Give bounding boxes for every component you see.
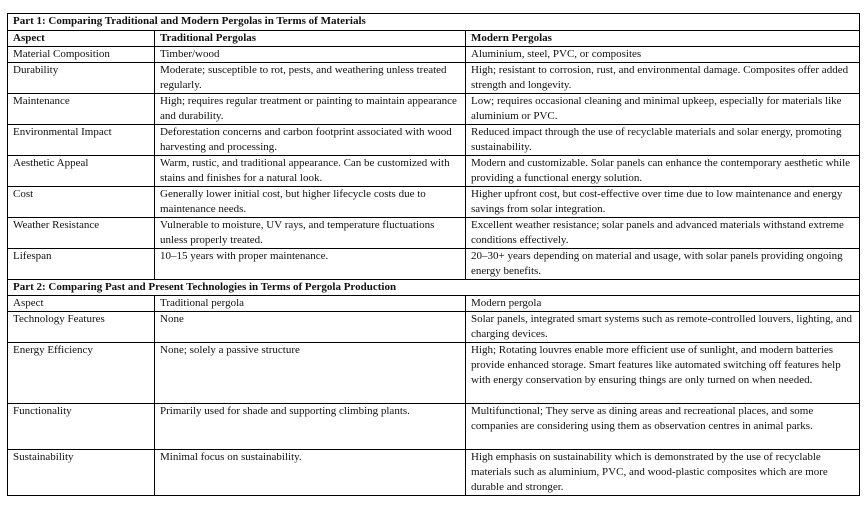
table-row [8,450,860,496]
comparison-document [7,13,859,496]
traditional-cell: Timber/wood [155,47,466,63]
aspect-cell: Cost [8,187,155,218]
modern-cell: Multifunctional; They serve as dining areas and recreational places, and some companies are considering using them as observation centres in animal parks. [466,404,860,450]
aspect-cell: Maintenance [8,94,155,125]
part1-title: Part 1: Comparing Traditional and Modern Pergolas in Terms of Materials [8,14,860,31]
part2-header-row [8,296,860,312]
aspect-cell: Aesthetic Appeal [8,156,155,187]
table-row [8,125,860,156]
part2-title-row [8,280,860,296]
aspect-cell: Energy Efficiency [8,343,155,404]
part1-header-aspect: Aspect [8,31,155,47]
aspect-cell: Material Composition [8,47,155,63]
comparison-table [7,13,860,496]
traditional-cell: Minimal focus on sustainability. [155,450,466,496]
part2-header-traditional: Traditional pergola [155,296,466,312]
aspect-cell: Environmental Impact [8,125,155,156]
modern-cell: 20–30+ years depending on material and usage, with solar panels providing ongoing energy benefits. [466,249,860,280]
table-row [8,187,860,218]
modern-cell: Modern and customizable. Solar panels can enhance the contemporary aesthetic while providing a functional energy solution. [466,156,860,187]
modern-cell: Solar panels, integrated smart systems such as remote-controlled louvers, lighting, and charging devices. [466,312,860,343]
aspect-cell: Weather Resistance [8,218,155,249]
table-row [8,156,860,187]
modern-cell: Low; requires occasional cleaning and minimal upkeep, especially for materials like aluminium or PVC. [466,94,860,125]
part2-header-aspect: Aspect [8,296,155,312]
aspect-cell: Durability [8,63,155,94]
modern-cell: High emphasis on sustainability which is demonstrated by the use of recyclable materials such as aluminium, PVC, and wood-plastic composites which are more durable and stronger. [466,450,860,496]
traditional-cell: Deforestation concerns and carbon footprint associated with wood harvesting and processing. [155,125,466,156]
aspect-cell: Technology Features [8,312,155,343]
traditional-cell: Generally lower initial cost, but higher lifecycle costs due to maintenance needs. [155,187,466,218]
traditional-cell: None [155,312,466,343]
table-row [8,63,860,94]
modern-cell: Aluminium, steel, PVC, or composites [466,47,860,63]
modern-cell: Higher upfront cost, but cost-effective over time due to low maintenance and energy savings from solar integration. [466,187,860,218]
part2-header-modern: Modern pergola [466,296,860,312]
table-row [8,249,860,280]
traditional-cell: None; solely a passive structure [155,343,466,404]
traditional-cell: Primarily used for shade and supporting climbing plants. [155,404,466,450]
table-row [8,218,860,249]
part1-header-modern: Modern Pergolas [466,31,860,47]
table-row [8,404,860,450]
table-row [8,94,860,125]
part1-header-traditional: Traditional Pergolas [155,31,466,47]
traditional-cell: 10–15 years with proper maintenance. [155,249,466,280]
aspect-cell: Functionality [8,404,155,450]
aspect-cell: Sustainability [8,450,155,496]
aspect-cell: Lifespan [8,249,155,280]
modern-cell: High; Rotating louvres enable more efficient use of sunlight, and modern batteries provide enhanced storage. Smart features like automated switching off features help with energy conservation by ensuring things are only turned on when needed. [466,343,860,404]
table-row [8,343,860,404]
table-row [8,312,860,343]
table-row [8,47,860,63]
traditional-cell: Moderate; susceptible to rot, pests, and weathering unless treated regularly. [155,63,466,94]
traditional-cell: Warm, rustic, and traditional appearance. Can be customized with stains and finishes for a natural look. [155,156,466,187]
modern-cell: High; resistant to corrosion, rust, and environmental damage. Composites offer added strength and longevity. [466,63,860,94]
part1-header-row [8,31,860,47]
modern-cell: Reduced impact through the use of recyclable materials and solar energy, promoting sustainability. [466,125,860,156]
traditional-cell: High; requires regular treatment or painting to maintain appearance and durability. [155,94,466,125]
modern-cell: Excellent weather resistance; solar panels and advanced materials withstand extreme conditions effectively. [466,218,860,249]
traditional-cell: Vulnerable to moisture, UV rays, and temperature fluctuations unless properly treated. [155,218,466,249]
part1-title-row [8,14,860,31]
part2-title: Part 2: Comparing Past and Present Technologies in Terms of Pergola Production [8,280,860,296]
